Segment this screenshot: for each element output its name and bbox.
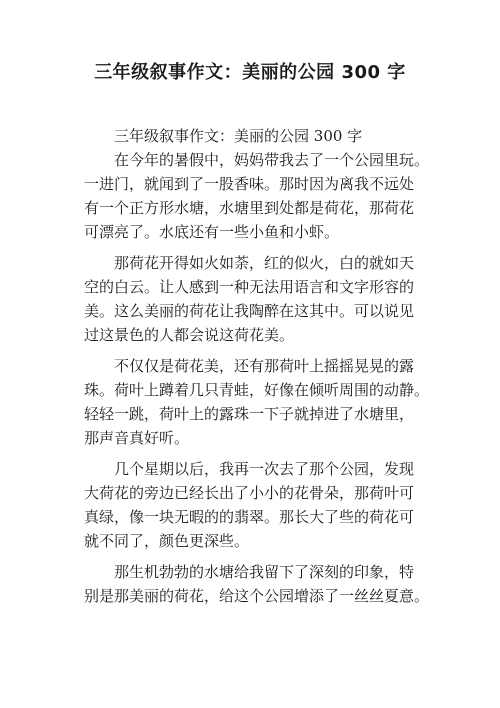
paragraph-line: 在今年的暑假中，妈妈带我去了一个公园里玩。 xyxy=(114,151,430,169)
paragraph-line: 美。这么美丽的荷花让我陶醉在这其中。可以说见 xyxy=(84,302,415,320)
paragraph-line: 真绿，像一块无暇的的翡翠。那长大了些的荷花可 xyxy=(84,508,415,526)
paragraph-line: 珠。荷叶上蹲着几只青蛙，好像在倾听周围的动静。 xyxy=(84,381,430,399)
paragraph-line: 那生机勃勃的水塘给我留下了深刻的印象，特 xyxy=(114,563,415,581)
paragraph-line: 那荷花开得如火如荼，红的似火，白的就如天 xyxy=(114,254,415,272)
subtitle-line: 三年级叙事作文：美丽的公园 300 字 xyxy=(114,127,363,145)
paragraph-line: 有一个正方形水塘，水塘里到处都是荷花，那荷花 xyxy=(84,199,415,217)
paragraph-line: 过这景色的人都会说这荷花美。 xyxy=(84,326,295,344)
paragraph-line: 别是那美丽的荷花，给这个公园增添了一丝丝夏意。 xyxy=(84,587,430,605)
paragraph-line: 那声音真好听。 xyxy=(84,429,190,447)
paragraph-line: 空的白云。让人感到一种无法用语言和文字形容的 xyxy=(84,278,415,296)
paragraph-line: 可漂亮了。水底还有一些小鱼和小虾。 xyxy=(84,223,340,241)
paragraph-line: 轻轻一跳，荷叶上的露珠一下子就掉进了水塘里， xyxy=(84,405,415,423)
document-title: 三年级叙事作文：美丽的公园 300 字 xyxy=(94,62,406,83)
paragraph-line: 大荷花的旁边已经长出了小小的花骨朵，那荷叶可 xyxy=(84,484,415,502)
paragraph-line: 几个星期以后，我再一次去了那个公园，发现 xyxy=(114,460,415,478)
paragraph-line: 一进门，就闻到了一股香味。那时因为离我不远处 xyxy=(84,175,415,193)
paragraph-line: 就不同了，颜色更深些。 xyxy=(84,532,250,550)
document-body xyxy=(84,124,436,608)
paragraph-line: 不仅仅是荷花美，还有那荷叶上摇摇晃晃的露 xyxy=(114,357,415,375)
